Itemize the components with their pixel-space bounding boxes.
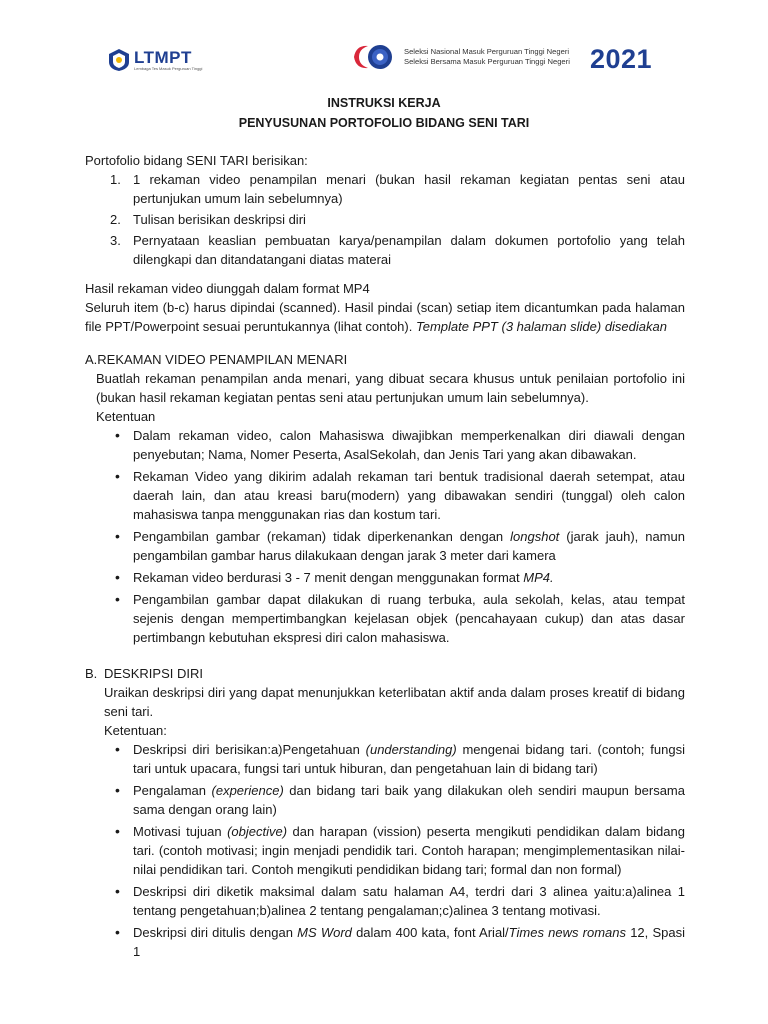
document-body (85, 151, 685, 964)
snmptn-line: Seleksi Nasional Masuk Perguruan Tinggi Negeri (404, 47, 570, 56)
doc-title-line1: INSTRUKSI KERJA (327, 96, 441, 110)
sbmptn-line: Seleksi Bersama Masuk Perguruan Tinggi Negeri (404, 57, 570, 66)
section-b-description: Uraikan deskripsi diri yang dapat menunjukkan keterlibatan aktif anda dalam proses kreatif di bidang seni tari. (104, 685, 685, 719)
ltmpt-logo (108, 48, 202, 72)
section-a-description: Buatlah rekaman penampilan anda menari, yang dibuat secara khusus untuk penilaian portofolio ini (bukan hasil rekaman kegiatan pentas seni atau pertunjukan umum lain sebelumnya). (96, 371, 685, 405)
snmptn-emblem-icon (350, 42, 400, 72)
list-item: • Deskripsi diri diketik maksimal dalam satu halaman A4, terdri dari 3 alinea yaitu:a)alinea 1 tentang pengetahuan;b)alinea 2 tentang pengalaman;c)alinea 3 tentang motivasi. (85, 882, 685, 920)
intro-heading: Portofolio bidang SENI TARI berisikan: (85, 153, 308, 168)
snmptn-sbmptn-logo (350, 42, 570, 72)
section-a-list (85, 426, 685, 647)
list-item: 1. 1 rekaman video penampilan menari (bukan hasil rekaman kegiatan pentas seni atau pertunjukan umum lain sebelumnya) (110, 172, 685, 206)
spacer (85, 336, 685, 350)
spacer (85, 271, 685, 279)
list-item: • Deskripsi diri berisikan:a)Pengetahuan (understanding) mengenai bidang tari. (contoh; fungsi tari untuk upacara, fungsi tari untuk hiburan, dan pengetahuan lain di bidang tari) (85, 740, 685, 778)
format-line1: Hasil rekaman video diunggah dalam format MP4 (85, 281, 370, 296)
list-item: • Rekaman video berdurasi 3 - 7 menit dengan menggunakan format MP4. (85, 568, 685, 587)
section-a-ketentuan: Ketentuan (96, 409, 156, 424)
list-item: • Dalam rekaman video, calon Mahasiswa diwajibkan memperkenalkan diri diawali dengan penyebutan; Nama, Nomer Peserta, AsalSekolah, dan Jenis Tari yang akan dibawakan. (85, 426, 685, 464)
spacer (85, 650, 685, 664)
section-b-ketentuan: Ketentuan: (104, 723, 167, 738)
doc-title-line2: PENYUSUNAN PORTOFOLIO BIDANG SENI TARI (238, 116, 530, 130)
document-header (0, 0, 768, 90)
list-item: • Motivasi tujuan (objective) dan harapan (vission) peserta mengikuti pendidikan dalam bidang tari. (contoh motivasi; ingin menjadi pendidik tari. Contoh harapan; mengimplementasikan nilai-nilai pendidikan tari. Contoh mengikuti pendidikan bidang tari; formal dan non formal) (85, 822, 685, 879)
list-item: 3. Pernyataan keaslian pembuatan karya/penampilan dalam dokumen portofolio yang telah dilengkapi dan ditandatangani diatas materai (110, 233, 685, 267)
ltmpt-name: LTMPT (134, 48, 192, 67)
format-line2: Seluruh item (b-c) harus dipindai (scanned). Hasil pindai (scan) setiap item dicantumkan pada halaman file PPT/Powerpoint sesuai peruntukannya (lihat contoh). Template PPT (3 halaman slide) disediakan (85, 300, 685, 334)
list-item: • Pengambilan gambar dapat dilakukan di ruang terbuka, aula sekolah, kelas, atau tempat sejenis dengan mempertimbangkan kejelasan objek (pencahayaan cukup) dan atas dasar pertimbangn kebutuhan ekspresi diri calon mahasiswa. (85, 590, 685, 647)
section-b-list (85, 740, 685, 961)
year-label: 2021 (590, 44, 653, 74)
list-item: • Deskripsi diri ditulis dengan MS Word dalam 400 kata, font Arial/Times news romans 12, Spasi 1 (85, 923, 685, 961)
intro-list (85, 170, 685, 269)
list-item: • Pengambilan gambar (rekaman) tidak diperkenankan dengan longshot (jarak jauh), namun pengambilan gambar harus dilakukaan dengan jarak 3 meter dari kamera (85, 527, 685, 565)
list-item: • Pengalaman (experience) dan bidang tari baik yang dilakukan oleh sendiri maupun bersama sama dengan orang lain) (85, 781, 685, 819)
list-item: 2. Tulisan berisikan deskripsi diri (110, 212, 306, 227)
list-item: • Rekaman Video yang dikirim adalah rekaman tari bentuk tradisional daerah setempat, atau daerah lain, dan atau kreasi baru(modern) yang dibawakan sendiri (tunggal) oleh calon mahasiswa tanpa menggunakan rias dan kostum tari. (85, 467, 685, 524)
ltmpt-emblem-icon (108, 48, 130, 72)
section-a-heading: A.REKAMAN VIDEO PENAMPILAN MENARI (85, 352, 348, 367)
section-b-heading: B. DESKRIPSI DIRI (85, 666, 203, 681)
ltmpt-subtitle: Lembaga Tes Masuk Perguruan Tinggi (134, 66, 203, 71)
